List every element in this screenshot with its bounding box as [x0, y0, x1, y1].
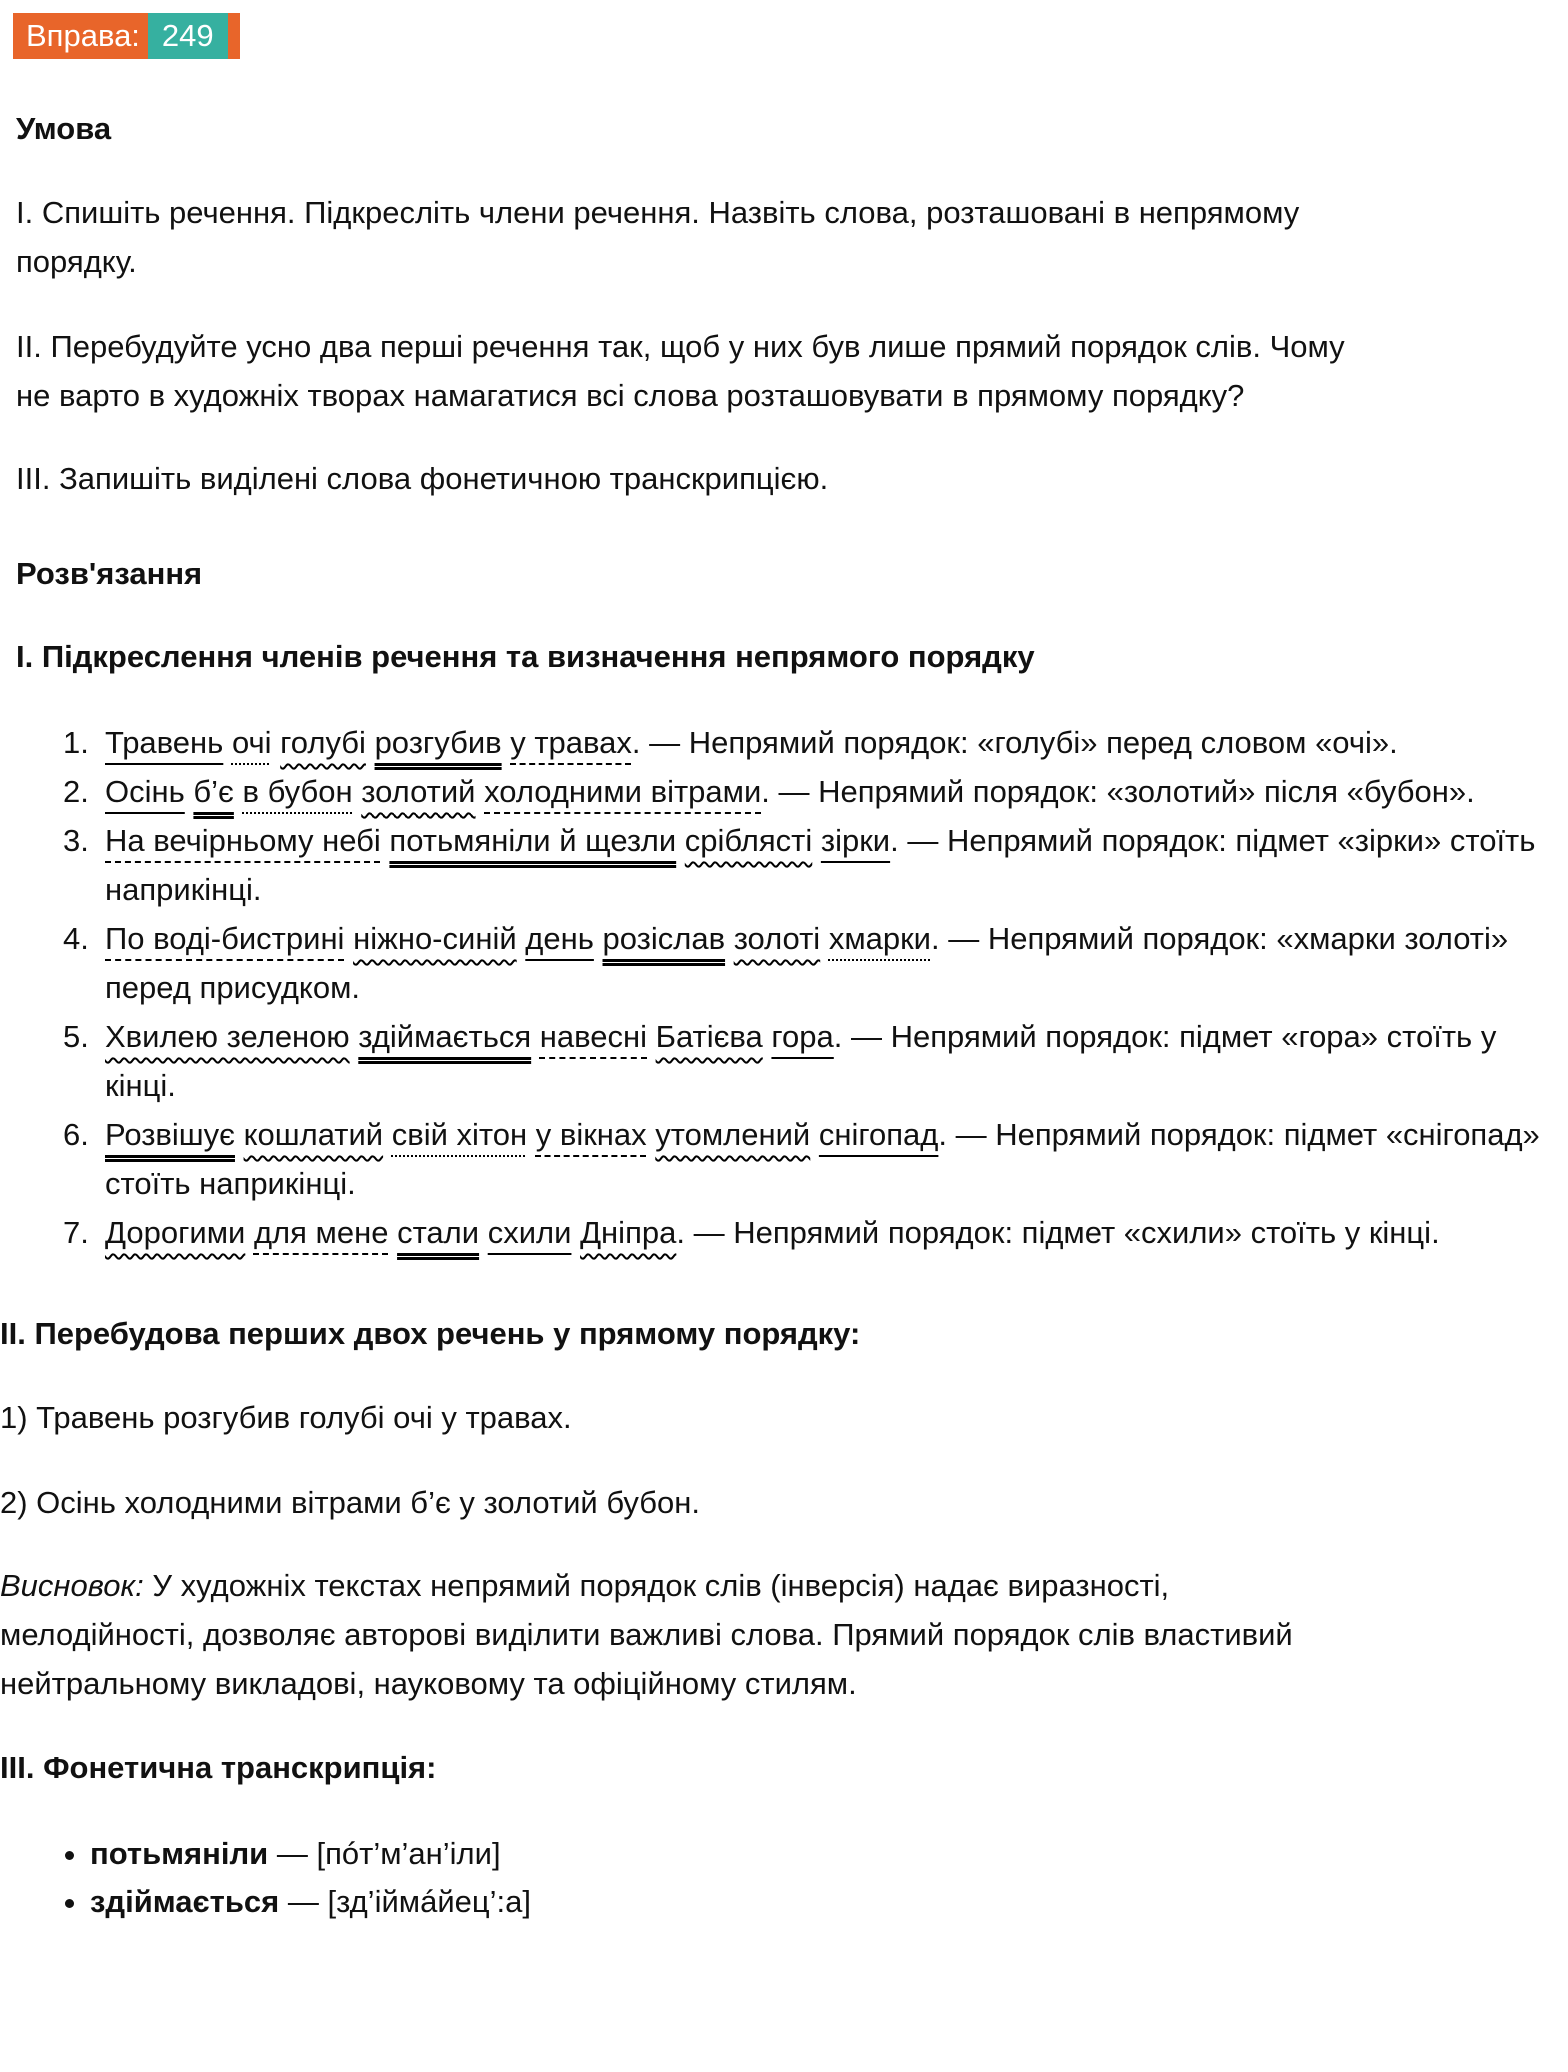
item-number: 1. [63, 725, 89, 760]
condition-title: Умова [16, 111, 112, 146]
predicate-word: стали [397, 1215, 480, 1250]
conclusion-line1 [0, 1561, 1568, 1610]
attribute-word: Батієва [655, 1019, 763, 1054]
sentence-body: Травень очі голубі розгубив у травах. — Непрямий порядок: «голубі» перед словом «очі». [105, 725, 1398, 760]
subject-word: схили [487, 1215, 572, 1250]
sentence-item [0, 1208, 1553, 1257]
object-word: в бубон [242, 774, 353, 809]
sentence-item [0, 1012, 1553, 1110]
predicate-word: розіслав [602, 921, 726, 956]
conclusion-label: Висновок: [0, 1568, 144, 1603]
task2-line2: не варто в художніх творах намагатися всі слова розташовувати в прямому порядку? [16, 378, 1245, 413]
sentence-list [0, 718, 1568, 1257]
task1-line2: порядку. [16, 244, 137, 279]
part3-title: III. Фонетична транскрипція: [0, 1750, 437, 1785]
predicate-word: б’є [193, 774, 234, 809]
part1-title: I. Підкреслення членів речення та визначення непрямого порядку [16, 639, 1035, 674]
sentence-body: По воді-бистрині ніжно-синій день розіслав золоті хмарки. — Непрямий порядок: «хмарки золоті» перед присудком. [105, 921, 1509, 1005]
attribute-word: утомлений [655, 1117, 811, 1152]
object-word: хмарки [828, 921, 932, 956]
item-number: 5. [63, 1019, 89, 1054]
rebuilt-sentence-2: 2) Осінь холодними вітрами б’є у золотий бубон. [0, 1485, 701, 1520]
item-number: 6. [63, 1117, 89, 1152]
attribute-word: сріблясті [684, 823, 813, 858]
sentence-body: Хвилею зеленою здіймається навесні Батієва гора. — Непрямий порядок: підмет «гора» стоїть у кінці. [105, 1019, 1497, 1103]
predicate-word: здіймається [358, 1019, 532, 1054]
sentence-item [0, 914, 1553, 1012]
sentence-body: Дорогими для мене стали схили Дніпра. — Непрямий порядок: підмет «схили» стоїть у кінці. [105, 1215, 1440, 1250]
attribute-word: золоті [733, 921, 821, 956]
sentence-item [0, 816, 1553, 914]
task3: III. Запишіть виділені слова фонетичною транскрипцією. [16, 461, 829, 496]
conclusion-line3: нейтральному викладові, науковому та офіційному стилям. [0, 1666, 857, 1701]
part2-title: II. Перебудова перших двох речень у прямому порядку: [0, 1316, 861, 1351]
attribute-word: Дорогими [105, 1215, 246, 1250]
attribute-word: голубі [280, 725, 366, 760]
sentence-item [0, 767, 1553, 816]
sentence-item [0, 1110, 1553, 1208]
subject-word: снігопад [818, 1117, 939, 1152]
subject-word: зірки [820, 823, 891, 858]
rebuilt-sentence-1: 1) Травень розгубив голубі очі у травах. [0, 1400, 572, 1435]
adverbial-word: у вікнах [535, 1117, 647, 1152]
predicate-word: Розвішує [105, 1117, 235, 1152]
sentence-body: На вечірньому небі потьмяніли й щезли сріблясті зірки. — Непрямий порядок: підмет «зірки» стоїть наприкінці. [105, 823, 1536, 907]
transcription-item [90, 1830, 1568, 1878]
exercise-badge [13, 13, 240, 59]
order-comment: — Непрямий порядок: підмет «схили» стоїть у кінці. [684, 1215, 1440, 1250]
predicate-word: потьмяніли й щезли [389, 823, 677, 858]
attribute-word: Дніпра [580, 1215, 677, 1250]
conclusion-text: У художніх текстах непрямий порядок слів (інверсія) надає виразності, [143, 1568, 1170, 1603]
item-number: 7. [63, 1215, 89, 1250]
transcription-ipa: [пóт’м’ан’іли] [316, 1836, 501, 1871]
attribute-word: кошлатий [243, 1117, 384, 1152]
adverbial-word: навесні [539, 1019, 647, 1054]
item-number: 4. [63, 921, 89, 956]
badge-number: 249 [148, 13, 228, 59]
subject-word: Травень [105, 725, 224, 760]
transcription-word: здіймається [90, 1884, 280, 1919]
separator: — [268, 1836, 317, 1871]
sentence-body: Осінь б’є в бубон золотий холодними вітрами. — Непрямий порядок: «золотий» після «бубон». [105, 774, 1475, 809]
attribute-word: ніжно-синій [353, 921, 517, 956]
order-comment: — Непрямий порядок: підмет «снігопад» стоїть наприкінці. [105, 1117, 1540, 1201]
solution-title: Розв'язання [16, 556, 203, 591]
transcription-word: потьмяніли [90, 1836, 269, 1871]
attribute-word: Хвилею зеленою [105, 1019, 350, 1054]
adverbial-word: у травах [510, 725, 632, 760]
separator: — [279, 1884, 328, 1919]
order-comment: — Непрямий порядок: «золотий» після «бубон». [769, 774, 1475, 809]
order-comment: — Непрямий порядок: «хмарки золоті» перед присудком. [105, 921, 1509, 1005]
order-comment: — Непрямий порядок: «голубі» перед словом «очі». [640, 725, 1398, 760]
adverbial-word: для мене [253, 1215, 389, 1250]
order-comment: — Непрямий порядок: підмет «гора» стоїть у кінці. [105, 1019, 1497, 1103]
adverbial-word: холодними вітрами [484, 774, 762, 809]
subject-word: Осінь [105, 774, 185, 809]
badge-label: Вправа: [26, 18, 140, 53]
transcription-item [90, 1878, 1568, 1926]
sentence-body: Розвішує кошлатий свій хітон у вікнах утомлений снігопад. — Непрямий порядок: підмет «снігопад» стоїть наприкінці. [105, 1117, 1540, 1201]
task1-line1: I. Спишіть речення. Підкресліть члени речення. Назвіть слова, розташовані в непрямому [16, 195, 1300, 230]
predicate-word: розгубив [374, 725, 502, 760]
object-word: свій хітон [391, 1117, 528, 1152]
sentence-item [0, 718, 1553, 767]
transcription-ipa: [зд’іймáйец’:а] [327, 1884, 531, 1919]
adverbial-word: На вечірньому небі [105, 823, 381, 858]
attribute-word: золотий [361, 774, 476, 809]
conclusion-line2: мелодійності, дозволяє авторові виділити важливі слова. Прямий порядок слів властивий [0, 1617, 1293, 1652]
object-word: очі [231, 725, 272, 760]
task2-line1: II. Перебудуйте усно два перші речення так, щоб у них був лише прямий порядок слів. Чому [16, 329, 1345, 364]
subject-word: гора [771, 1019, 834, 1054]
item-number: 2. [63, 774, 89, 809]
item-number: 3. [63, 823, 89, 858]
adverbial-word: По воді-бистрині [105, 921, 345, 956]
order-comment: — Непрямий порядок: підмет «зірки» стоїть наприкінці. [105, 823, 1536, 907]
transcription-list [40, 1830, 1568, 1926]
subject-word: день [525, 921, 594, 956]
